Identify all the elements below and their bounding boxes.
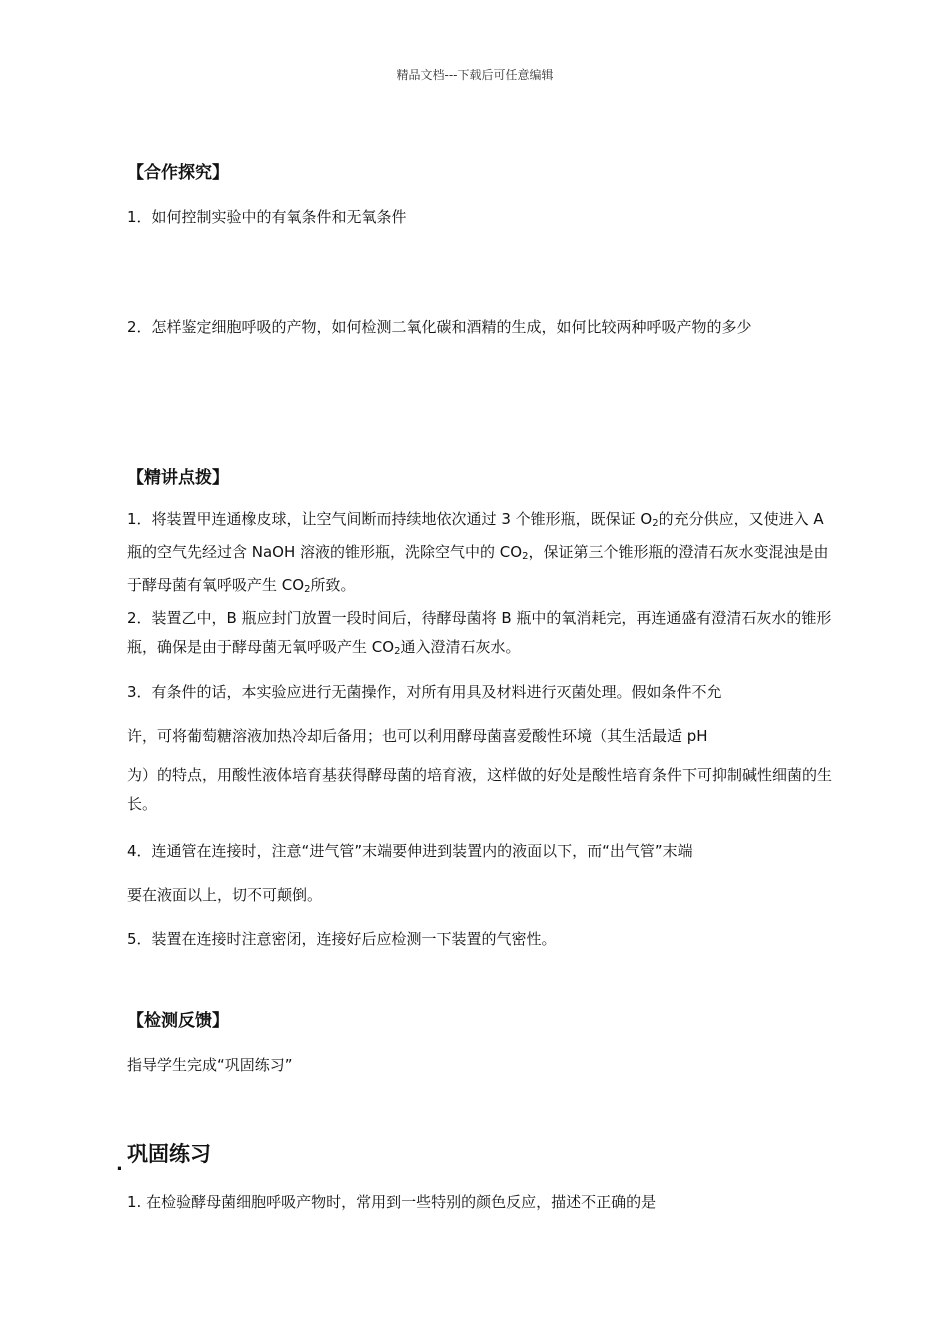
key-point-1-text: 的充分供应，又使进入 A 瓶的空气先经过含 NaOH 溶液的锥形瓶，洗除空气中的 CO bbox=[127, 510, 824, 561]
bullet-dot: . bbox=[116, 1154, 123, 1175]
subscript: 2 bbox=[652, 518, 659, 529]
key-point-2 bbox=[127, 604, 833, 666]
key-point-1-text: 所致。 bbox=[310, 576, 356, 594]
key-point-3-rest: 为）的特点，用酸性液体培育基获得酵母菌的培育液，这样做的好处是酸性培育条件下可抑制碱性细菌的生长。 bbox=[127, 766, 833, 813]
key-point-1 bbox=[127, 505, 833, 604]
subscript: 2 bbox=[304, 584, 311, 595]
key-point-4-line-2: 要在液面以上，切不可颠倒。 bbox=[127, 886, 323, 904]
key-point-2-text: 2．装置乙中，B 瓶应封门放置一段时间后，待酵母菌将 B 瓶中的氧消耗完，再连通盛有澄清石灰水的锥形瓶，确保是由于酵母菌无氧呼吸产生 CO bbox=[127, 609, 832, 656]
question-1: 1．如何控制实验中的有氧条件和无氧条件 bbox=[127, 208, 407, 226]
section-title-feedback: 【检测反馈】 bbox=[127, 1011, 229, 1031]
practice-question-1: 1. 在检验酵母菌细胞呼吸产物时，常用到一些特别的颜色反应，描述不正确的是 bbox=[127, 1193, 657, 1211]
section-title-cooperative-inquiry: 【合作探究】 bbox=[127, 163, 229, 183]
key-point-3-line-2: 许，可将葡萄糖溶液加热冷却后备用；也可以利用酵母菌喜爱酸性环境（其生活最适 pH bbox=[127, 727, 708, 745]
subscript: 2 bbox=[394, 646, 401, 657]
question-2: 2．怎样鉴定细胞呼吸的产物，如何检测二氧化碳和酒精的生成，如何比较两种呼吸产物的多少 bbox=[127, 318, 752, 336]
key-point-1-text: ，保证第三个锥形瓶的澄清石灰水变混浊是由于酵母菌有氧呼吸产生 CO bbox=[127, 543, 829, 594]
key-point-2-text: 通入澄清石灰水。 bbox=[400, 638, 521, 656]
feedback-text: 指导学生完成“巩固练习” bbox=[127, 1056, 293, 1074]
section-title-key-points: 【精讲点拨】 bbox=[127, 468, 229, 488]
key-point-3-line-1: 3．有条件的话，本实验应进行无菌操作，对所有用具及材料进行灭菌处理。假如条件不允 bbox=[127, 683, 722, 701]
key-point-5: 5．装置在连接时注意密闭，连接好后应检测一下装置的气密性。 bbox=[127, 930, 557, 948]
subscript: 2 bbox=[522, 551, 529, 562]
key-point-4-line-1: 4．连通管在连接时，注意“进气管”末端要伸进到装置内的液面以下，而“出气管”末端 bbox=[127, 842, 693, 860]
section-title-practice: 巩固练习 bbox=[127, 1142, 211, 1166]
key-point-1-text: 1．将装置甲连通橡皮球，让空气间断而持续地依次通过 3 个锥形瓶，既保证 O bbox=[127, 510, 653, 528]
page-header: 精品文档---下载后可任意编辑 bbox=[396, 68, 554, 82]
